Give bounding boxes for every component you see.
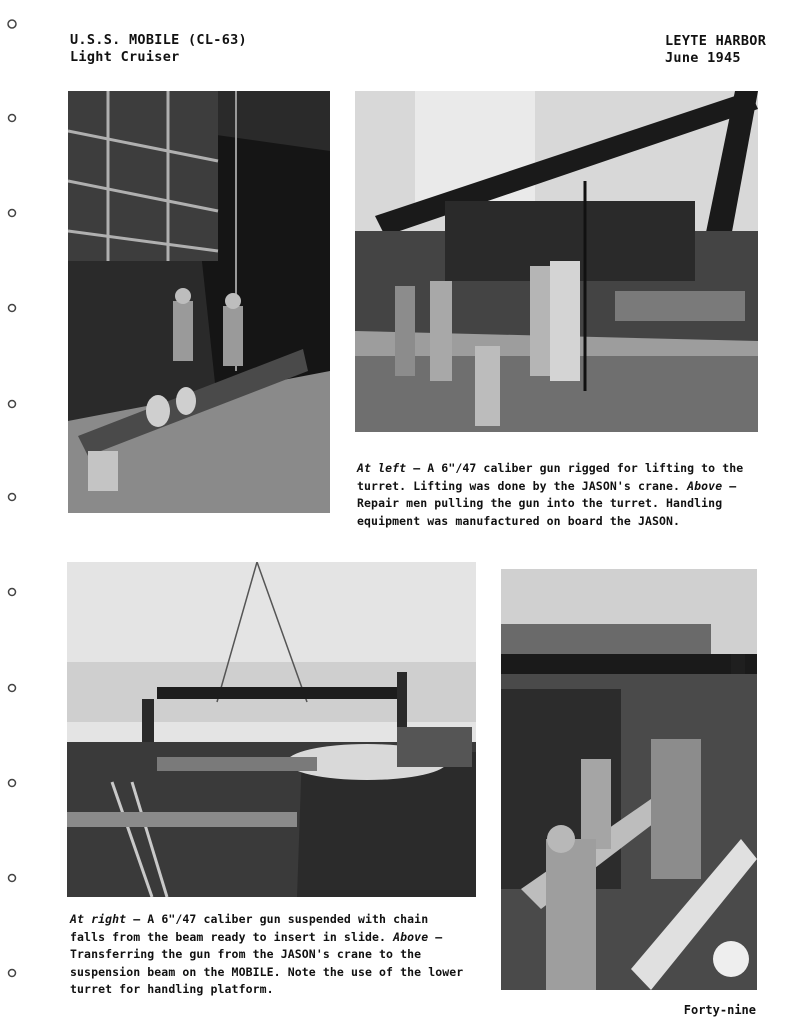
photo-gun-rigged <box>68 91 330 513</box>
photo-transferring-gun <box>67 562 476 897</box>
caption-bottom-lead-right: At right <box>70 912 127 926</box>
caption-bottom-lead-above: Above <box>393 929 429 944</box>
photo-gun-suspended <box>501 569 757 990</box>
caption-top-lead-above: Above <box>687 478 723 493</box>
location: LEYTE HARBOR <box>665 33 767 49</box>
caption-bottom-text-right: — A 6"/47 caliber gun suspended with chain falls from the beam ready to insert in slide. <box>70 912 429 944</box>
caption-bottom-text-above: — Transferring the gun from the JASON's crane to the suspension beam on the MOBILE. Note the use of the lower turret for handling platform. <box>70 929 464 996</box>
caption-top <box>357 460 757 530</box>
photo-repair-men-pulling-gun <box>355 91 758 432</box>
caption-top-lead-left: At left <box>357 461 407 475</box>
binder-holes <box>0 0 24 1023</box>
date: June 1945 <box>665 50 741 66</box>
caption-top-text-left: — A 6"/47 caliber gun rigged for lifting to the turret. Lifting was done by the JASON's crane. <box>357 461 744 493</box>
header-right <box>665 33 766 67</box>
caption-top-text-above: — Repair men pulling the gun into the turret. Handling equipment was manufactured on board the JASON. <box>357 478 737 528</box>
ship-class: Light Cruiser <box>70 49 180 65</box>
caption-bottom <box>70 911 470 999</box>
header-left <box>70 32 247 66</box>
page-number: Forty-nine <box>683 1003 756 1017</box>
ship-name: U.S.S. MOBILE (CL-63) <box>70 32 247 48</box>
